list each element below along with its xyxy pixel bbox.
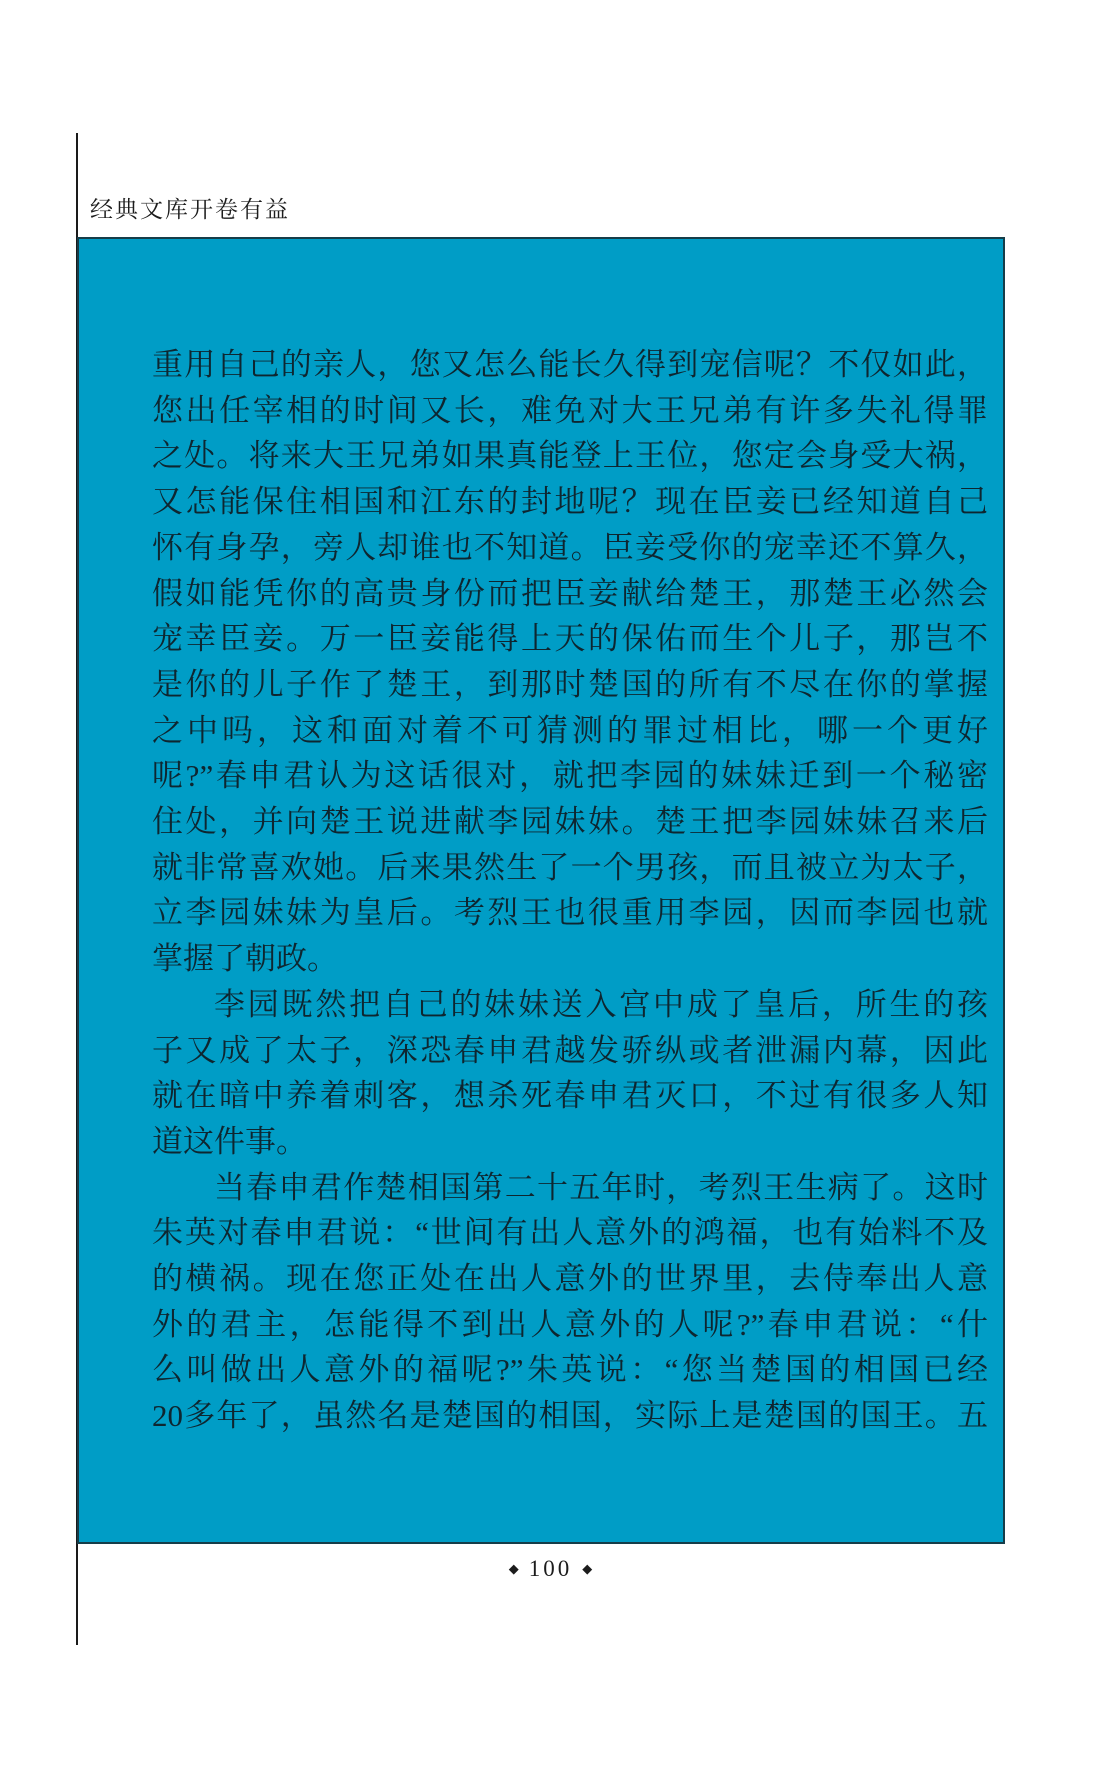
text-line: 是你的儿子作了楚王，到那时楚国的所有不尽在你的掌握 bbox=[152, 666, 988, 702]
text-line: 的横祸。现在您正处在出人意外的世界里，去侍奉出人意 bbox=[152, 1261, 988, 1297]
text-line: 呢?”春申君认为这话很对，就把李园的妹妹迁到一个秘密 bbox=[152, 758, 988, 794]
running-head: 经典文库开卷有益 bbox=[90, 197, 290, 222]
text-line: 李园既然把自己的妹妹送入宫中成了皇后，所生的孩 bbox=[214, 986, 988, 1022]
text-line: 重用自己的亲人，您又怎么能长久得到宠信呢？不仅如此， bbox=[152, 347, 988, 382]
text-line: 住处，并向楚王说进献李园妹妹。楚王把李园妹妹召来后 bbox=[152, 804, 988, 840]
diamond-icon: ◆ bbox=[582, 1561, 593, 1576]
text-line: 就非常喜欢她。后来果然生了一个男孩，而且被立为太子， bbox=[152, 849, 988, 885]
page-number-value: 100 bbox=[528, 1556, 573, 1581]
text-line: 又怎能保住相国和江东的封地呢？现在臣妾已经知道自己 bbox=[152, 484, 988, 520]
text-line: 您出任宰相的时间又长，难免对大王兄弟有许多失礼得罪 bbox=[152, 392, 988, 428]
diamond-icon: ◆ bbox=[508, 1561, 519, 1576]
text-line: 么叫做出人意外的福呢?”朱英说：“您当楚国的相国已经 bbox=[152, 1352, 988, 1388]
text-line: 子又成了太子，深恐春申君越发骄纵或者泄漏内幕，因此 bbox=[152, 1032, 988, 1068]
text-line: 之中吗，这和面对着不可猜测的罪过相比，哪一个更好 bbox=[152, 712, 988, 748]
text-line: 掌握了朝政。 bbox=[152, 941, 338, 977]
text-line: 之处。将来大王兄弟如果真能登上王位，您定会身受大祸， bbox=[152, 438, 988, 474]
text-line: 假如能凭你的高贵身份而把臣妾献给楚王，那楚王必然会 bbox=[152, 575, 988, 611]
text-line: 当春申君作楚相国第二十五年时，考烈王生病了。这时 bbox=[214, 1169, 988, 1205]
text-line: 道这件事。 bbox=[152, 1123, 307, 1159]
text-line: 就在暗中养着刺客，想杀死春申君灭口，不过有很多人知 bbox=[152, 1078, 988, 1114]
text-line: 20多年了，虽然名是楚国的相国，实际上是楚国的国王。五 bbox=[152, 1398, 988, 1434]
text-line: 立李园妹妹为皇后。考烈王也很重用李园，因而李园也就 bbox=[152, 895, 988, 931]
text-line: 怀有身孕，旁人却谁也不知道。臣妾受你的宠幸还不算久， bbox=[152, 529, 988, 565]
text-line: 朱英对春申君说：“世间有出人意外的鸿福，也有始料不及 bbox=[152, 1215, 988, 1251]
body-text bbox=[152, 342, 988, 1439]
text-line: 外的君主，怎能得不到出人意外的人呢?”春申君说：“什 bbox=[152, 1306, 988, 1342]
text-line: 宠幸臣妾。万一臣妾能得上天的保佑而生个儿子，那岂不 bbox=[152, 621, 988, 657]
page-number bbox=[0, 1556, 1101, 1582]
